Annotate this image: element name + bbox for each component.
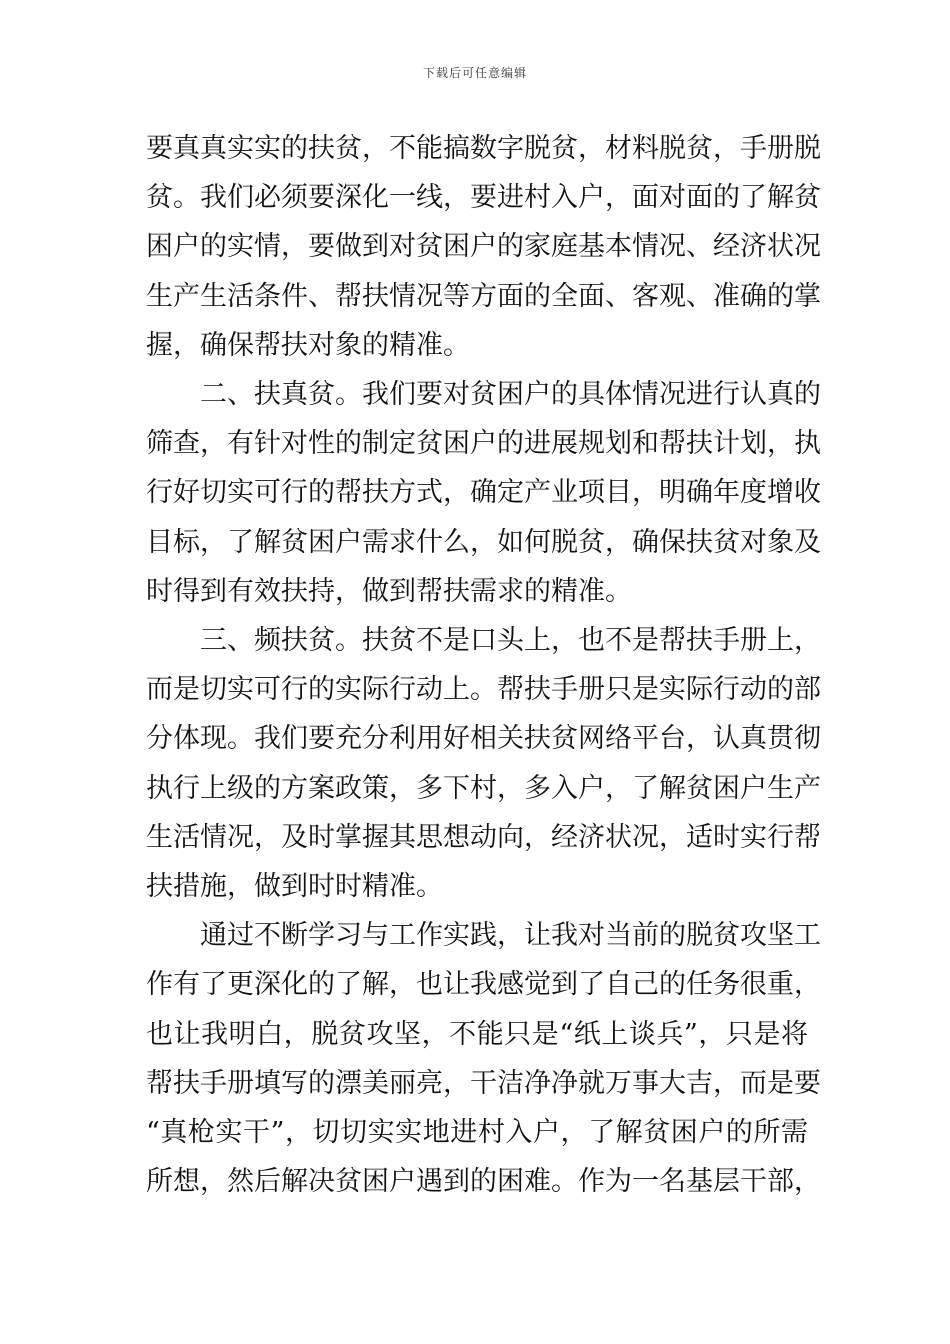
text-line: 三、频扶贫。扶贫不是口头上，也不是帮扶手册上， — [200, 625, 821, 657]
text-line: 筛查，有针对性的制定贫困户的进展规划和帮扶计划，执 — [146, 428, 821, 460]
document-body — [146, 124, 821, 1206]
text-line: 时得到有效扶持，做到帮扶需求的精准。 — [146, 575, 632, 607]
text-line: 分体现。我们要充分利用好相关扶贫网络平台，认真贯彻 — [146, 723, 821, 755]
paragraph-4 — [146, 911, 821, 1206]
text-line: 二、扶真贫。我们要对贫困户的具体情况进行认真的 — [200, 379, 821, 411]
text-line: 行好切实可行的帮扶方式，确定产业项目，明确年度增收 — [146, 477, 821, 509]
text-line: 生活情况，及时掌握其思想动向，经济状况，适时实行帮 — [146, 821, 821, 853]
text-line: 要真真实实的扶贫，不能搞数字脱贫，材料脱贫，手册脱 — [146, 133, 821, 164]
text-line: 贫。我们必须要深化一线，要进村入户，面对面的了解贫 — [146, 182, 821, 214]
text-line: 作有了更深化的了解，也让我感觉到了自己的任务很重， — [146, 969, 821, 1001]
text-line: 握，确保帮扶对象的精准。 — [146, 329, 470, 361]
page-header: 下载后可任意编辑 — [422, 66, 527, 80]
text-line: 而是切实可行的实际行动上。帮扶手册只是实际行动的部 — [146, 674, 821, 706]
text-line: “真枪实干”，切切实实地进村入户，了解贫困户的所需 — [146, 1117, 808, 1149]
text-line: 通过不断学习与工作实践，让我对当前的脱贫攻坚工 — [200, 920, 821, 952]
text-line: 也让我明白，脱贫攻坚，不能只是“纸上谈兵”，只是将 — [146, 1018, 808, 1050]
text-line: 执行上级的方案政策，多下村，多入户，了解贫困户生产 — [146, 772, 821, 804]
paragraph-1 — [146, 124, 821, 370]
paragraph-2 — [146, 370, 821, 616]
text-line: 所想，然后解决贫困户遇到的困难。作为一名基层干部， — [146, 1166, 821, 1198]
text-line: 生产生活条件、帮扶情况等方面的全面、客观、准确的掌 — [146, 280, 821, 312]
paragraph-3 — [146, 616, 821, 911]
text-line: 扶措施，做到时时精准。 — [146, 871, 443, 903]
text-line: 困户的实情，要做到对贫困户的家庭基本情况、经济状况 — [146, 231, 821, 263]
text-line: 帮扶手册填写的漂美丽亮，干洁净净就万事大吉，而是要 — [146, 1067, 821, 1099]
text-line: 目标，了解贫困户需求什么，如何脱贫，确保扶贫对象及 — [146, 526, 821, 558]
